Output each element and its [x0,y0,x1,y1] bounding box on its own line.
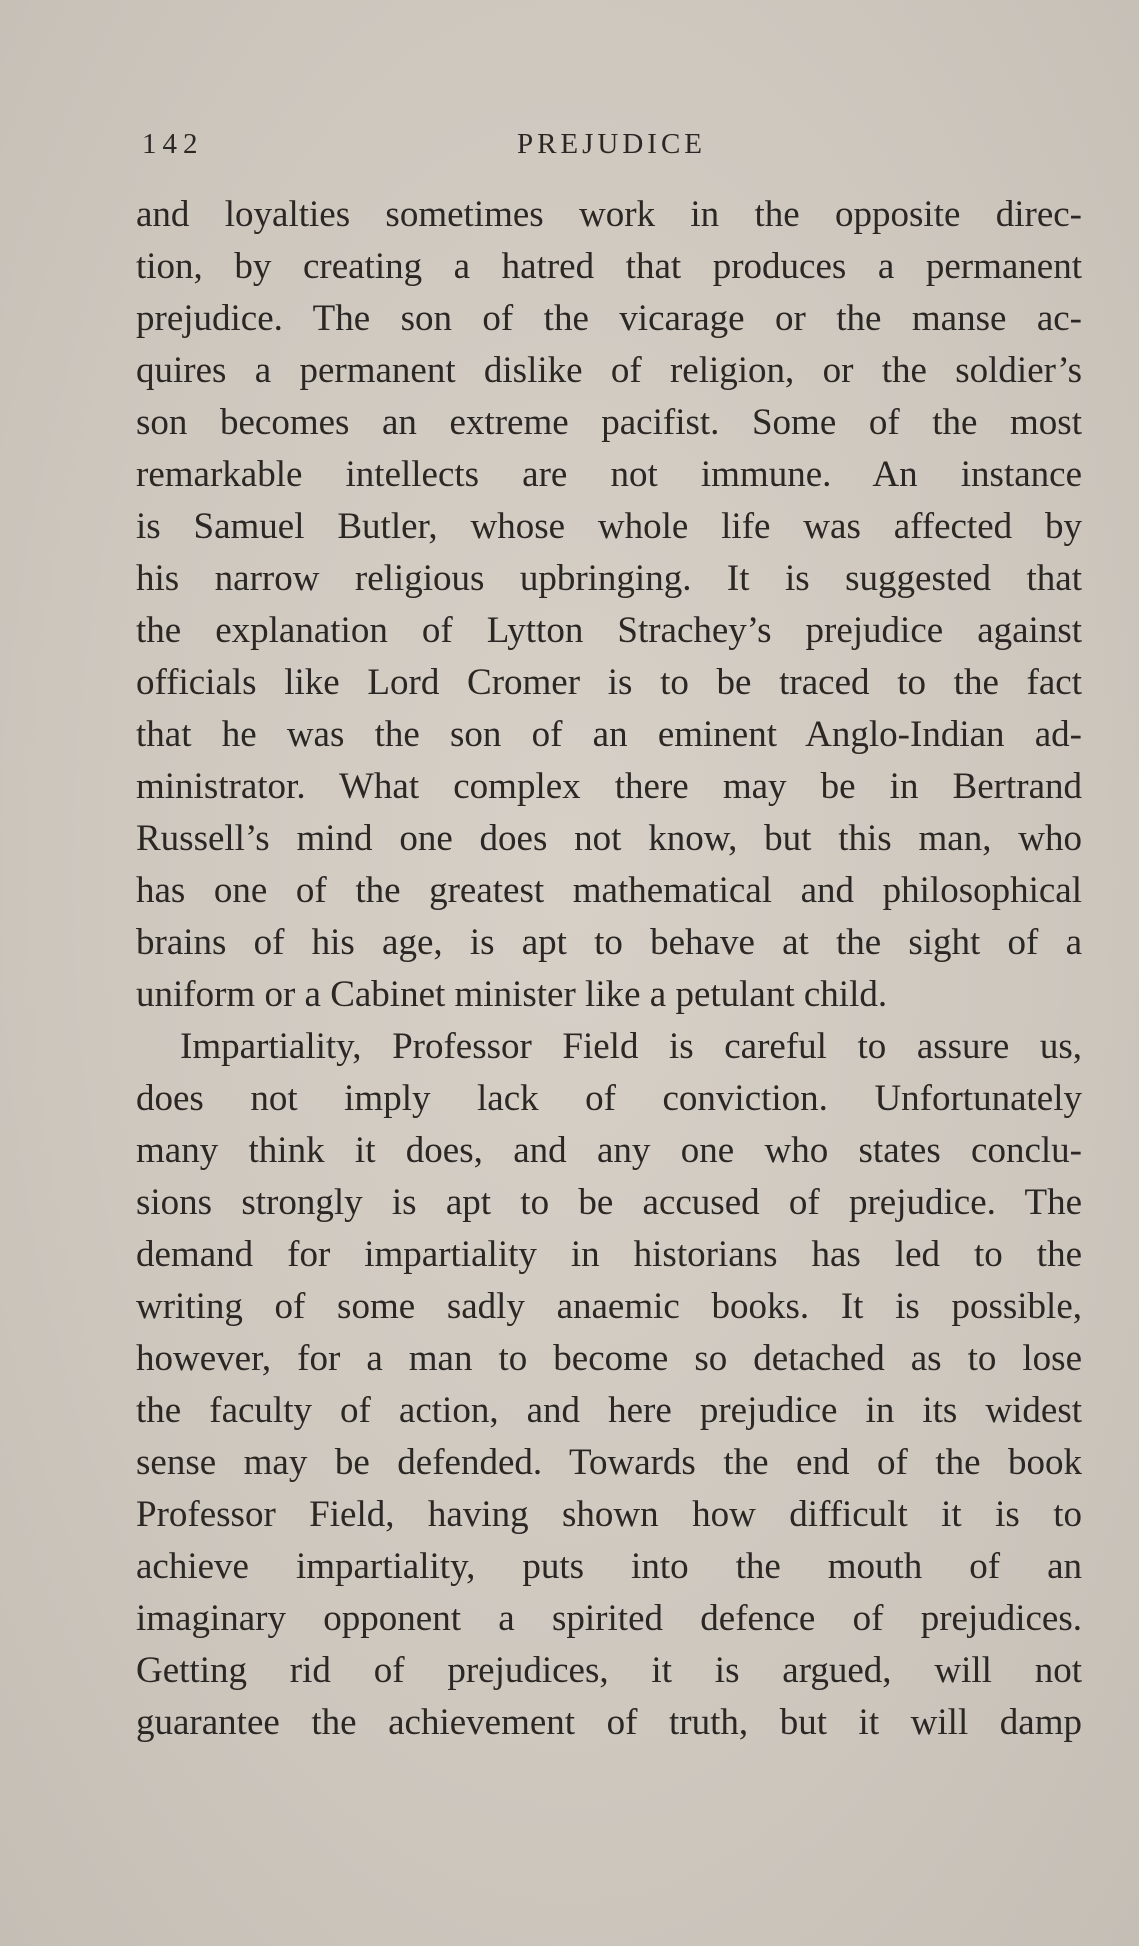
text-line: son becomes an extreme pacifist. Some of the most [136,402,1082,443]
text-line: is Samuel Butler, whose whole life was affected by [136,506,1082,547]
text-line: that he was the son of an eminent Anglo-Indian ad- [136,714,1082,755]
text-line: the explanation of Lytton Strachey’s prejudice against [136,610,1082,651]
text-line: his narrow religious upbringing. It is suggested that [136,558,1082,599]
text-line: prejudice. The son of the vicarage or the manse ac- [136,298,1082,339]
text-line: officials like Lord Cromer is to be traced to the fact [136,662,1082,703]
text-line: quires a permanent dislike of religion, or the soldier’s [136,350,1082,391]
text-line: Professor Field, having shown how difficult it is to [136,1494,1082,1535]
text-line: has one of the greatest mathematical and philosophical [136,870,1082,911]
body-text [136,189,1082,1749]
text-line: tion, by creating a hatred that produces a permanent [136,246,1082,287]
text-line: achieve impartiality, puts into the mouth of an [136,1546,1082,1587]
text-line: sions strongly is apt to be accused of prejudice. The [136,1182,1082,1223]
running-head [138,128,1085,168]
running-title: PREJUDICE [516,128,707,160]
text-line: brains of his age, is apt to behave at the sight of a [136,922,1082,963]
page-number: 142 [142,128,204,160]
paragraph-first-line: Impartiality, Professor Field is careful to assure us, [180,1026,1082,1067]
text-line: remarkable intellects are not immune. An instance [136,454,1082,495]
text-line: sense may be defended. Towards the end of the book [136,1442,1082,1483]
text-line: however, for a man to become so detached as to lose [136,1338,1082,1379]
text-line: demand for impartiality in historians has led to the [136,1234,1082,1275]
text-line: does not imply lack of conviction. Unfortunately [136,1078,1082,1119]
text-line: Russell’s mind one does not know, but this man, who [136,818,1082,859]
text-line: ministrator. What complex there may be in Bertrand [136,766,1082,807]
paragraph-last-line: uniform or a Cabinet minister like a petulant child. [136,974,888,1015]
text-line: Getting rid of prejudices, it is argued, will not [136,1650,1082,1691]
text-line: guarantee the achievement of truth, but it will damp [136,1702,1082,1743]
text-line: the faculty of action, and here prejudice in its widest [136,1390,1082,1431]
text-line: writing of some sadly anaemic books. It is possible, [136,1286,1082,1327]
text-line: and loyalties sometimes work in the opposite direc- [136,194,1082,235]
text-line: many think it does, and any one who states conclu- [136,1130,1082,1171]
text-line: imaginary opponent a spirited defence of prejudices. [136,1598,1082,1639]
